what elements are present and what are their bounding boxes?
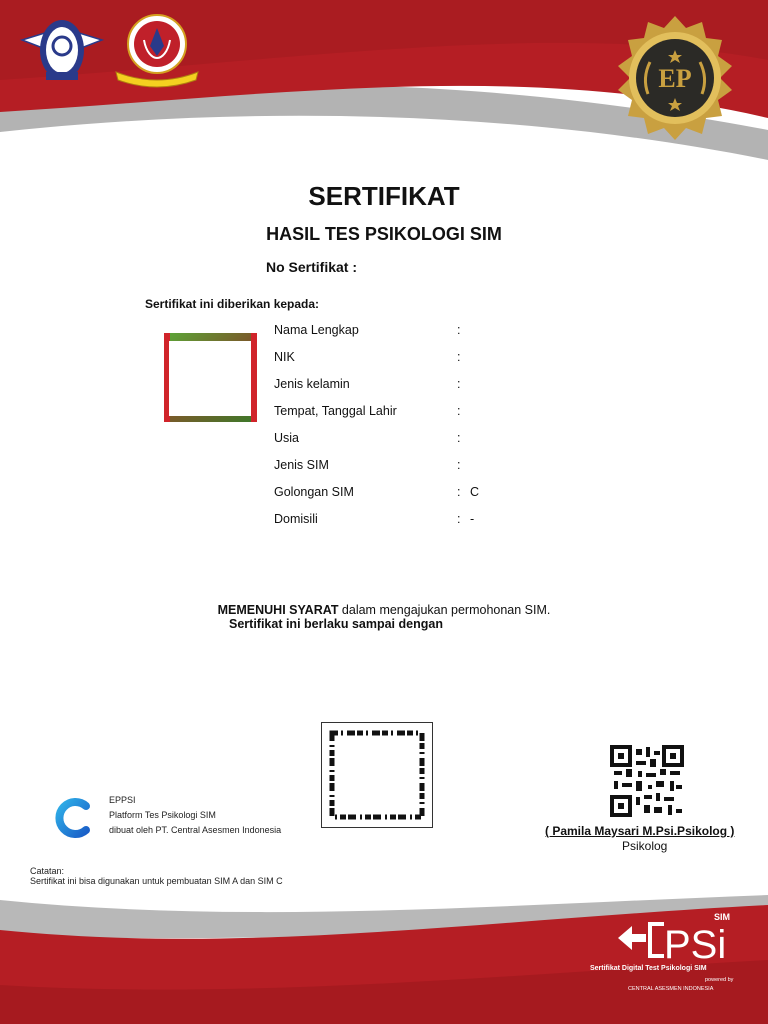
certificate-number-label: No Sertifikat : [266,259,358,275]
note-heading: Catatan: [30,866,65,876]
field-colon: : [457,377,461,391]
field-colon: : [457,323,461,337]
platform-description: Platform Tes Psikologi SIM [109,810,216,820]
field-colon: : [457,350,461,364]
bhayangkara-emblem-icon [112,12,202,88]
eligibility-text: dalam mengajukan permohonan SIM. [338,603,551,617]
police-emblem-icon [18,10,106,88]
eppsi-sim-logo-icon [612,908,740,964]
field-colon: : [457,458,461,472]
applicant-photo [164,333,257,422]
signer-name: ( Pamila Maysari M.Psi.Psikolog ) [545,824,735,838]
brand-powered: powered by [705,977,734,983]
certificate-title: SERTIFIKAT [308,181,460,211]
field-label-domisili: Domisili [274,512,318,526]
platform-name: EPPSI [109,795,136,805]
field-value-domisili: - [470,512,475,526]
field-label-jenis-kelamin: Jenis kelamin [274,377,350,391]
eligibility-status: MEMENUHI SYARAT [217,603,339,617]
eligibility-statement [0,603,768,617]
field-label-jenis-sim: Jenis SIM [274,458,329,472]
field-colon: : [457,431,461,445]
platform-maker: dibuat oleh PT. Central Asesmen Indonesia [109,825,282,835]
field-label-usia: Usia [274,431,300,445]
svg-text:PSi: PSi [664,923,727,964]
field-colon: : [457,512,461,526]
field-colon: : [457,485,461,499]
qr-code-icon [322,723,432,827]
brand-company: CENTRAL ASESMEN INDONESIA [628,986,714,992]
field-value-golongan-sim: C [470,485,480,499]
qr-code-frame [321,722,433,828]
given-to-label: Sertifikat ini diberikan kepada: [145,297,320,311]
brand-caption: Sertifikat Digital Test Psikologi SIM [590,965,707,972]
certificate-subtitle: HASIL TES PSIKOLOGI SIM [266,224,502,244]
svg-text:EP: EP [658,64,692,93]
ep-seal-icon [608,14,742,142]
signer-role: Psikolog [622,839,668,853]
eppsi-c-logo-icon [52,796,96,840]
field-label-golongan-sim: Golongan SIM [274,485,354,499]
field-label-ttl: Tempat, Tanggal Lahir [274,404,397,418]
field-label-nama: Nama Lengkap [274,323,359,337]
validity-text: Sertifikat ini berlaku sampai dengan [229,617,443,631]
note-text: Sertifikat ini bisa digunakan untuk pembuatan SIM A dan SIM C [30,876,283,886]
field-label-nik: NIK [274,350,295,364]
signature-qr-icon [610,745,684,817]
field-colon: : [457,404,461,418]
svg-text:SIM: SIM [714,912,731,922]
